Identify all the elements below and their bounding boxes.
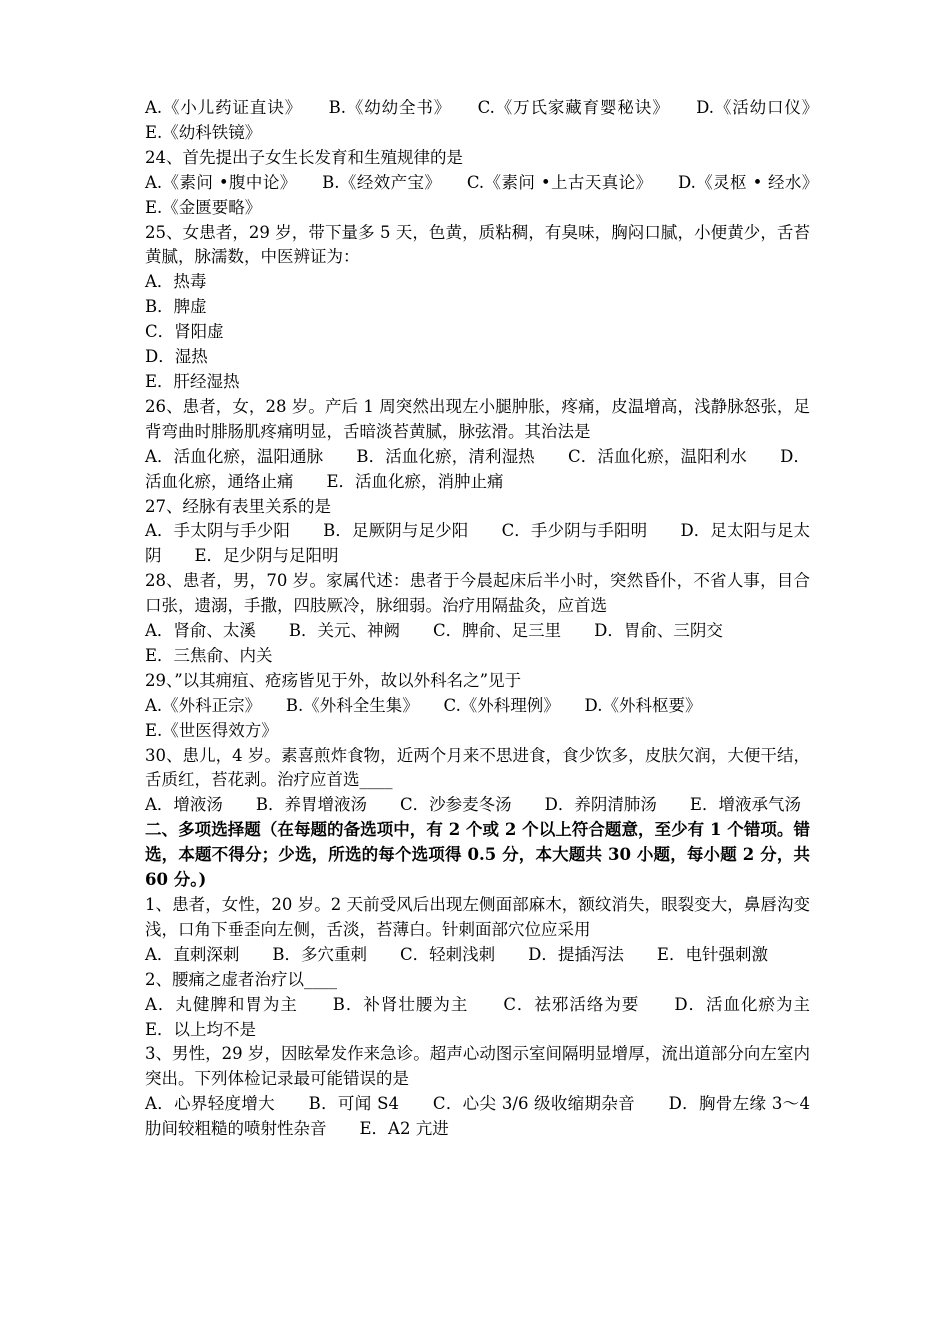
text-line: B．脾虚: [145, 297, 207, 317]
text-line: A.《素问 •腹中论》 B.《经效产宝》 C.《素问 •上古天真论》 D.《灵枢 • 经水》 E.《金匮要略》: [145, 172, 843, 217]
section-heading: 二、多项选择题（在每题的备选项中，有 2 个或 2 个以上符合题意，至少有 1 个错项。错选，本题不得分；少选，所选的每个选项得 0.5 分，本大题共 30 小题，每小题 2 分，共 60 分。): [145, 820, 816, 890]
text-line: A．活血化瘀，温阳通脉 B．活血化瘀，清利湿热 C．活血化瘀，温阳利水 D．活血化瘀，通络止痛 E．活血化瘀，消肿止痛: [145, 446, 810, 491]
text-line: 28、患者，男，70 岁。家属代述：患者于今晨起床后半小时，突然昏仆，不省人事，目合口张，遗溺，手撒，四肢厥冷，脉细弱。治疗用隔盐灸，应首选: [145, 571, 810, 616]
text-line: 25、女患者，29 岁，带下量多 5 天，色黄，质粘稠，有臭味，胸闷口腻，小便黄少，舌苔黄腻，脉濡数，中医辨证为：: [145, 222, 810, 267]
text-line: A．直刺深刺 B．多穴重刺 C．轻刺浅刺 D．提插泻法 E．电针强刺激: [145, 944, 768, 964]
text-line: A.《小儿药证直诀》 B.《幼幼全书》 C.《万氏家藏育婴秘诀》 D.《活幼口仪》 E.《幼科铁镜》: [145, 98, 843, 142]
text-line: E．三焦俞、内关: [145, 645, 273, 665]
text-line: A．心界轻度增大 B．可闻 S4 C．心尖 3/6 级收缩期杂音 D．胸骨左缘 3～4 肋间较粗糙的喷射性杂音 E．A2 亢进: [145, 1094, 816, 1139]
text-line: A．热毒: [145, 272, 207, 292]
text-line: E.《世医得效方》: [145, 720, 278, 740]
text-line: A．丸健脾和胃为主 B．补肾壮腰为主 C．祛邪活络为要 D．活血化瘀为主 E．以上均不是: [145, 994, 843, 1039]
text-line: A.《外科正宗》 B.《外科全生集》 C.《外科理例》 D.《外科枢要》: [145, 695, 702, 715]
text-line: 1、患者，女性，20 岁。2 天前受风后出现左侧面部麻木，额纹消失，眼裂变大，鼻唇沟变浅，口角下垂歪向左侧，舌淡，苔薄白。针刺面部穴位应采用: [145, 895, 810, 939]
text-line: 2、腰痛之虚者治疗以____: [145, 969, 337, 989]
text-line: 3、男性，29 岁，因眩晕发作来急诊。超声心动图示室间隔明显增厚，流出道部分向左室内突出。下列体检记录最可能错误的是: [145, 1044, 810, 1089]
text-line: 29、”以其痈疽、疮疡皆见于外，故以外科名之”见于: [145, 670, 522, 690]
text-line: 26、患者，女，28 岁。产后 1 周突然出现左小腿肿胀，疼痛，皮温增高，浅静脉怒张，足背弯曲时腓肠肌疼痛明显，舌暗淡苔黄腻，脉弦滑。其治法是: [145, 396, 810, 441]
text-line: 24、首先提出子女生长发育和生殖规律的是: [145, 147, 463, 167]
text-line: A．手太阴与手少阳 B．足厥阴与足少阳 C．手少阴与手阳明 D．足太阳与足太阴 E．足少阴与足阳明: [145, 521, 810, 566]
text-line: C．肾阳虚: [145, 322, 224, 342]
document-page: [145, 96, 843, 1142]
text-line: D．湿热: [145, 347, 208, 367]
text-line: A．肾俞、太溪 B．关元、神阙 C．脾俞、足三里 D．胃俞、三阴交: [145, 621, 723, 641]
text-line: E．肝经湿热: [145, 371, 240, 391]
text-line: A．增液汤 B．养胃增液汤 C．沙参麦冬汤 D．养阴清肺汤 E．增液承气汤: [145, 795, 801, 815]
text-line: 30、患儿，4 岁。素喜煎炸食物，近两个月来不思进食，食少饮多，皮肤欠润，大便干结，舌质红，苔花剥。治疗应首选____: [145, 745, 810, 790]
text-line: 27、经脉有表里关系的是: [145, 496, 331, 516]
